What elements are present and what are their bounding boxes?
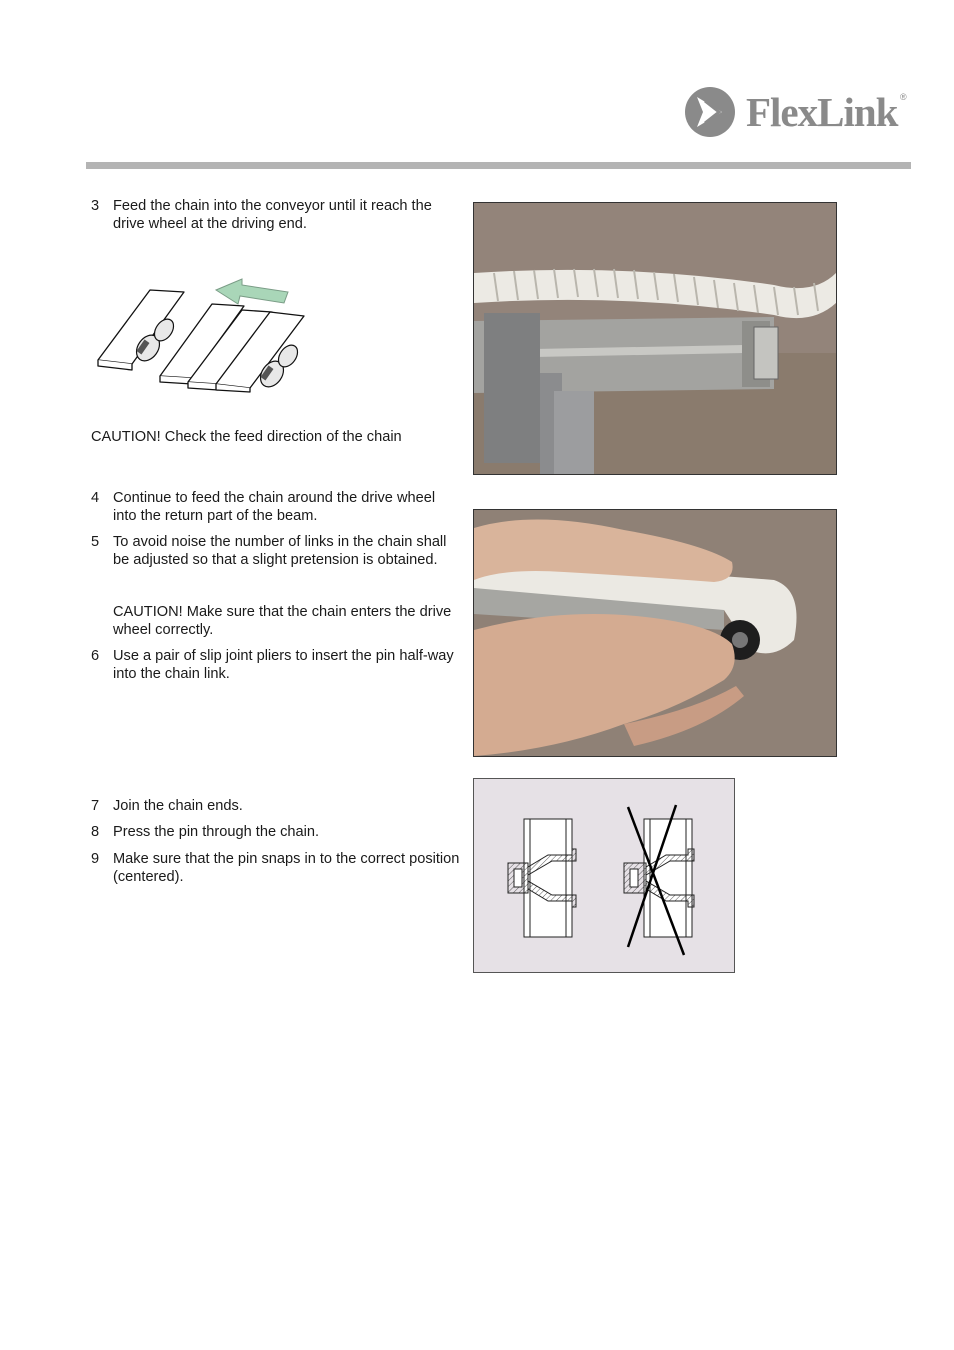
step-text: To avoid noise the number of links in the chain shall be adjusted so that a slight pretension is obtained. — [113, 534, 447, 568]
caution-feed-direction: CAUTION! Check the feed direction of the chain — [91, 429, 402, 445]
photo-insert-pin — [473, 509, 837, 757]
step-number: 6 — [91, 648, 100, 664]
registered-mark: ® — [900, 92, 907, 102]
step-text: Make sure that the pin snaps in to the correct position (centered). — [113, 851, 460, 885]
photo-conveyor-chain — [473, 202, 837, 475]
chain-feed-illustration — [92, 278, 314, 402]
feed-direction-arrow-icon — [216, 279, 288, 304]
step-number: 7 — [91, 798, 100, 814]
step-3 — [91, 198, 461, 233]
logo-wordmark: FlexLink — [746, 89, 898, 135]
incorrect-pin-position — [624, 819, 694, 937]
step-5 — [91, 534, 461, 569]
step-number: 4 — [91, 490, 100, 506]
step-4 — [91, 490, 461, 525]
step-9 — [91, 851, 461, 886]
caution-drive-wheel: CAUTION! Make sure that the chain enters the drive wheel correctly. — [113, 604, 452, 638]
step-number: 9 — [91, 851, 100, 867]
step-6 — [91, 648, 461, 683]
step-text: Continue to feed the chain around the drive wheel into the return part of the beam. — [113, 490, 436, 524]
flexlink-emblem-icon — [684, 86, 736, 138]
step-number: 3 — [91, 198, 100, 214]
step-text: Use a pair of slip joint pliers to insert the pin half-way into the chain link. — [113, 648, 454, 682]
step-number: 5 — [91, 534, 100, 550]
step-text: Join the chain ends. — [113, 798, 243, 814]
flexlink-logo — [684, 86, 914, 138]
correct-pin-position — [508, 819, 576, 937]
header-rule — [86, 162, 911, 169]
step-text: Press the pin through the chain. — [113, 824, 320, 840]
step-8 — [91, 824, 461, 842]
pin-position-diagram — [473, 778, 735, 973]
step-7 — [91, 798, 461, 816]
step-text: Feed the chain into the conveyor until it reach the drive wheel at the driving end. — [113, 198, 432, 232]
step-number: 8 — [91, 824, 100, 840]
